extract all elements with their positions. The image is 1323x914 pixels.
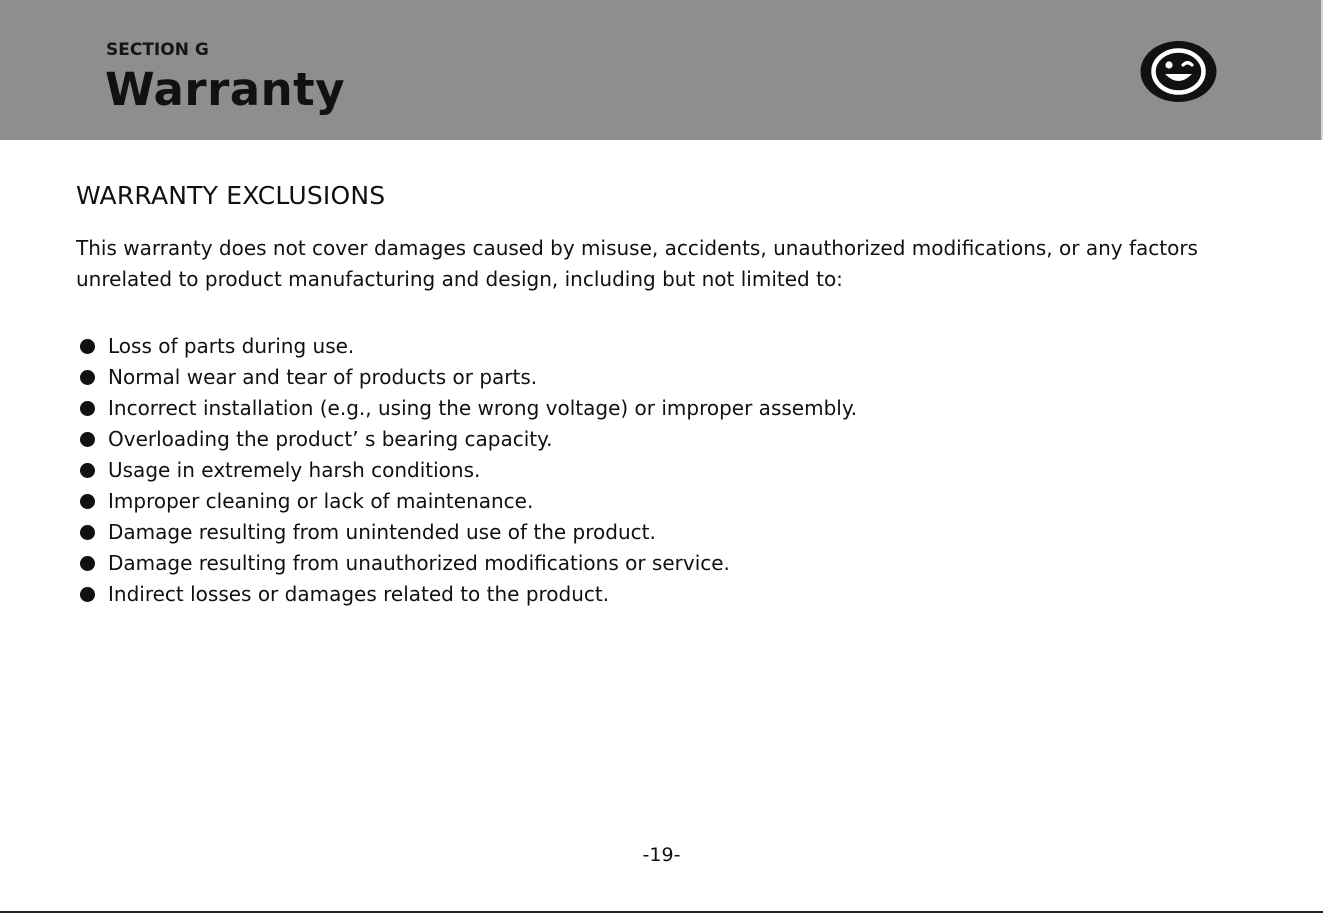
list-item xyxy=(78,517,857,548)
bullet-dot-icon xyxy=(80,339,95,354)
list-item-text: Usage in extremely harsh conditions. xyxy=(108,458,481,482)
exclusions-intro: This warranty does not cover damages caused by misuse, accidents, unauthorized modifications, or any factors unrelated to product manufacturing and design, including but not limited to: xyxy=(76,236,1198,291)
list-item xyxy=(78,579,857,610)
list-item-text: Normal wear and tear of products or parts. xyxy=(108,365,538,389)
bullet-dot-icon xyxy=(80,463,95,478)
list-item xyxy=(78,393,857,424)
list-item-text: Damage resulting from unauthorized modifications or service. xyxy=(108,551,730,575)
list-item-text: Overloading the product’ s bearing capacity. xyxy=(108,427,553,451)
list-item xyxy=(78,362,857,393)
bullet-dot-icon xyxy=(80,587,95,602)
section-header-band xyxy=(0,0,1322,140)
bullet-dot-icon xyxy=(80,494,95,509)
bottom-divider xyxy=(0,911,1323,913)
bullet-dot-icon xyxy=(80,525,95,540)
list-item xyxy=(78,548,857,579)
winking-smiley-icon xyxy=(1140,41,1217,102)
bullet-dot-icon xyxy=(80,556,95,571)
list-item-text: Incorrect installation (e.g., using the wrong voltage) or improper assembly. xyxy=(108,396,858,420)
page-title: Warranty xyxy=(105,63,346,116)
list-item xyxy=(78,424,857,455)
section-label: SECTION G xyxy=(106,40,209,60)
list-item-text: Improper cleaning or lack of maintenance. xyxy=(108,489,534,513)
list-item xyxy=(78,455,857,486)
list-item-text: Indirect losses or damages related to the product. xyxy=(108,582,610,606)
list-item xyxy=(78,486,857,517)
list-item-text: Loss of parts during use. xyxy=(108,334,355,358)
page-number: -19- xyxy=(642,844,681,866)
list-item xyxy=(78,331,857,362)
exclusions-heading: WARRANTY EXCLUSIONS xyxy=(76,181,386,210)
bullet-dot-icon xyxy=(80,432,95,447)
list-item-text: Damage resulting from unintended use of the product. xyxy=(108,520,656,544)
bullet-dot-icon xyxy=(80,370,95,385)
exclusions-list xyxy=(78,331,857,610)
bullet-dot-icon xyxy=(80,401,95,416)
